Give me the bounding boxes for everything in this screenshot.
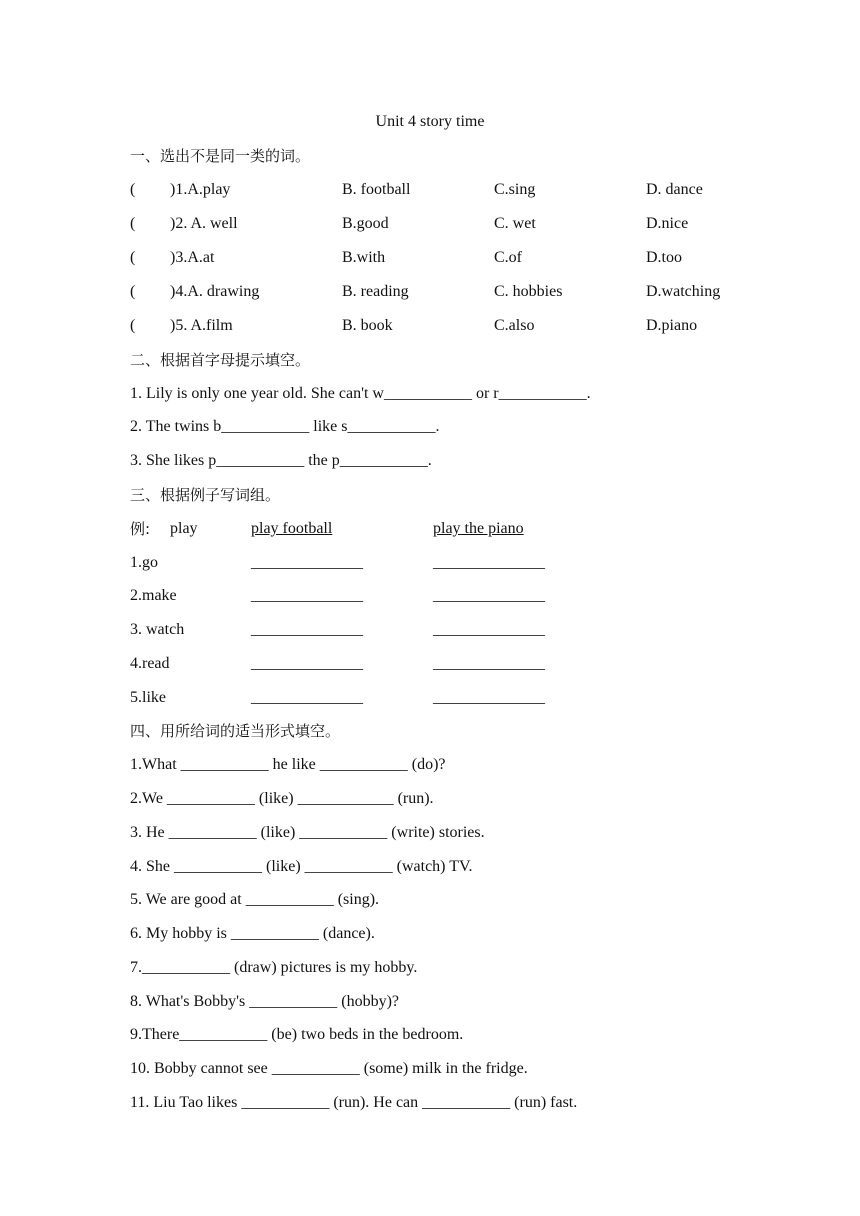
s3-word: 1.go (130, 554, 158, 571)
s1-option-c: C.also (494, 317, 535, 334)
s1-option-b: B. book (342, 317, 393, 334)
s1-paren: ( (130, 317, 136, 334)
s3-word: 4.read (130, 655, 170, 672)
s3-word: 5.like (130, 689, 166, 706)
s4-item: 10. Bobby cannot see ___________ (some) milk in the fridge. (130, 1060, 528, 1077)
s3-blank: ______________ (433, 587, 545, 604)
s3-blank: ______________ (433, 689, 545, 706)
s3-example-word: play (170, 520, 198, 537)
s4-item: 4. She ___________ (like) ___________ (watch) TV. (130, 858, 473, 875)
s1-option-d: D.piano (646, 317, 698, 334)
s4-item: 8. What's Bobby's ___________ (hobby)? (130, 993, 400, 1010)
s1-option-d: D. dance (646, 181, 703, 198)
s1-option-d: D.too (646, 249, 682, 266)
s3-blank: ______________ (251, 689, 363, 706)
s1-option-d: D.nice (646, 215, 689, 232)
section1-heading: 一、选出不是同一类的词。 (130, 147, 311, 165)
s1-paren: ( (130, 181, 136, 198)
s3-blank: ______________ (251, 587, 363, 604)
s3-example-label: 例: (130, 520, 151, 538)
s4-item: 6. My hobby is ___________ (dance). (130, 925, 375, 942)
s1-option-c: C. hobbies (494, 283, 563, 300)
s1-option-b: B. football (342, 181, 411, 198)
s1-option-c: C.of (494, 249, 522, 266)
s2-item: 2. The twins b___________ like s___________. (130, 418, 440, 435)
section4-heading: 四、用所给词的适当形式填空。 (130, 722, 341, 740)
s4-item: 1.What ___________ he like ___________ (do)? (130, 756, 446, 773)
s4-item: 5. We are good at ___________ (sing). (130, 891, 380, 908)
s1-option-a: )5. A.film (170, 317, 233, 334)
s1-paren: ( (130, 215, 136, 232)
s4-item: 3. He ___________ (like) ___________ (write) stories. (130, 824, 485, 841)
s3-word: 2.make (130, 587, 177, 604)
s1-option-a: )1.A.play (170, 181, 231, 198)
section3-heading: 三、根据例子写词组。 (130, 486, 281, 504)
s1-option-d: D.watching (646, 283, 721, 300)
s3-blank: ______________ (251, 554, 363, 571)
s1-option-c: C. wet (494, 215, 536, 232)
s3-example-phrase: play the piano (433, 520, 524, 537)
s3-blank: ______________ (251, 655, 363, 672)
s3-blank: ______________ (433, 621, 545, 638)
page-title: Unit 4 story time (375, 113, 485, 130)
s4-item: 2.We ___________ (like) ____________ (run). (130, 790, 434, 807)
s1-option-b: B.with (342, 249, 386, 266)
s3-example-phrase: play football (251, 520, 333, 537)
s3-word: 3. watch (130, 621, 185, 638)
s2-item: 3. She likes p___________ the p___________. (130, 452, 432, 469)
s3-blank: ______________ (433, 655, 545, 672)
s1-paren: ( (130, 283, 136, 300)
s1-option-b: B.good (342, 215, 389, 232)
s4-item: 9.There___________ (be) two beds in the bedroom. (130, 1026, 464, 1043)
section2-heading: 二、根据首字母提示填空。 (130, 351, 311, 369)
s1-option-a: )2. A. well (170, 215, 238, 232)
s3-blank: ______________ (433, 554, 545, 571)
s1-option-c: C.sing (494, 181, 536, 198)
s2-item: 1. Lily is only one year old. She can't w___________ or r___________. (130, 385, 591, 402)
s1-paren: ( (130, 249, 136, 266)
s1-option-a: )4.A. drawing (170, 283, 260, 300)
s4-item: 11. Liu Tao likes ___________ (run). He can ___________ (run) fast. (130, 1094, 578, 1111)
s1-option-a: )3.A.at (170, 249, 215, 266)
s1-option-b: B. reading (342, 283, 409, 300)
s4-item: 7.___________ (draw) pictures is my hobby. (130, 959, 418, 976)
s3-blank: ______________ (251, 621, 363, 638)
